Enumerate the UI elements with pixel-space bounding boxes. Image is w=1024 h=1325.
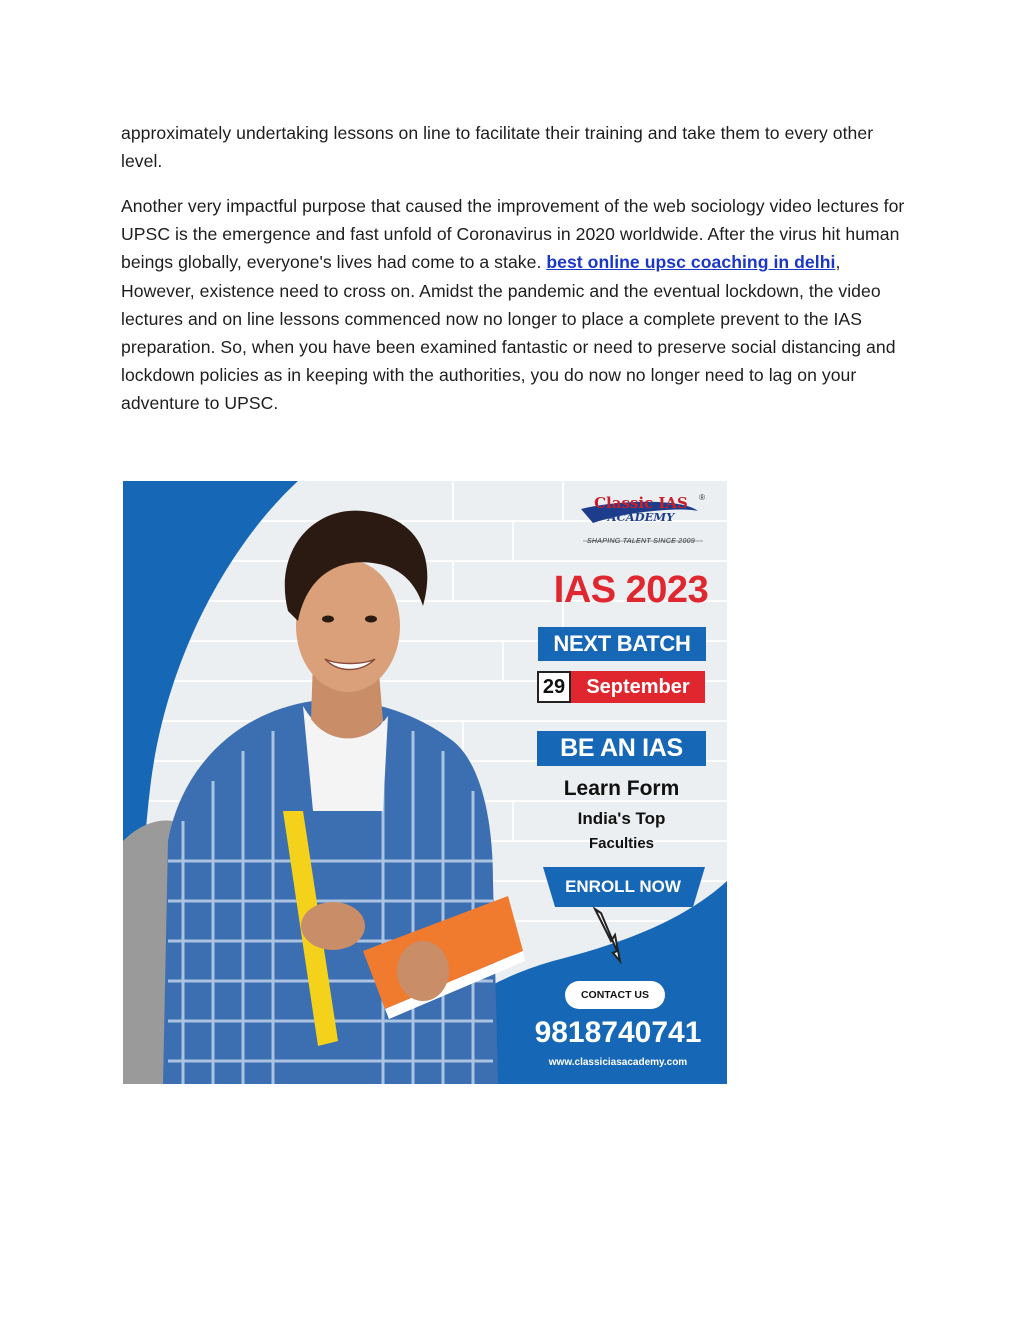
next-batch-label: NEXT BATCH	[538, 627, 706, 661]
phone-number[interactable]: 9818740741	[534, 1016, 702, 1049]
be-an-ias-label: BE AN IAS	[537, 731, 706, 766]
paragraph-2	[121, 192, 911, 418]
paragraph-2-part-a: Another very impactful purpose that caused the improvement of the web sociology video lectures for UPSC is the emergence and fast unfold of Coronavirus in 2020 worldwide. After the virus hit human beings globally, everyone's lives had come to a stake.	[121, 196, 905, 273]
paragraph-1-text: approximately undertaking lessons on line to facilitate their training and take them to every other level.	[121, 123, 874, 172]
paragraph-1	[121, 119, 911, 175]
learn-form-text: Learn Form	[563, 777, 680, 800]
logo-name: Classic IAS	[594, 494, 688, 512]
paragraph-2-part-b: , However, existence need to cross on. Amidst the pandemic and the eventual lockdown, the video lectures and on line lessons commenced now no longer to place a complete prevent to the IAS preparation. So, when you have been examined fantastic or need to preserve social distancing and lockdown policies as in keeping with the authorities, you do now no longer need to lag on your adventure to UPSC.	[121, 252, 896, 414]
website-url[interactable]: www.classiciasacademy.com	[548, 1057, 688, 1068]
logo-subtitle: ACADEMY	[607, 510, 675, 524]
left-hand	[301, 902, 365, 950]
logo-tagline: SHAPING TALENT SINCE 2009	[586, 538, 696, 545]
left-eye	[322, 616, 334, 623]
right-hand	[397, 941, 449, 1001]
coaching-link[interactable]: best online upsc coaching in delhi	[546, 252, 836, 273]
date-day: 29	[537, 671, 571, 703]
india-top-text: India's Top	[577, 809, 666, 828]
paragraph-2-text	[121, 192, 911, 418]
right-eye	[365, 616, 377, 623]
contact-us-button[interactable]: CONTACT US	[565, 981, 665, 1009]
faculties-text: Faculties	[588, 835, 655, 852]
headline: IAS 2023	[553, 569, 709, 611]
promo-banner[interactable]	[123, 481, 727, 1084]
registered-mark: ®	[699, 493, 705, 502]
date-month: September	[571, 671, 705, 703]
academy-logo[interactable]	[571, 495, 711, 545]
enroll-now-button[interactable]: ENROLL NOW	[565, 877, 681, 896]
